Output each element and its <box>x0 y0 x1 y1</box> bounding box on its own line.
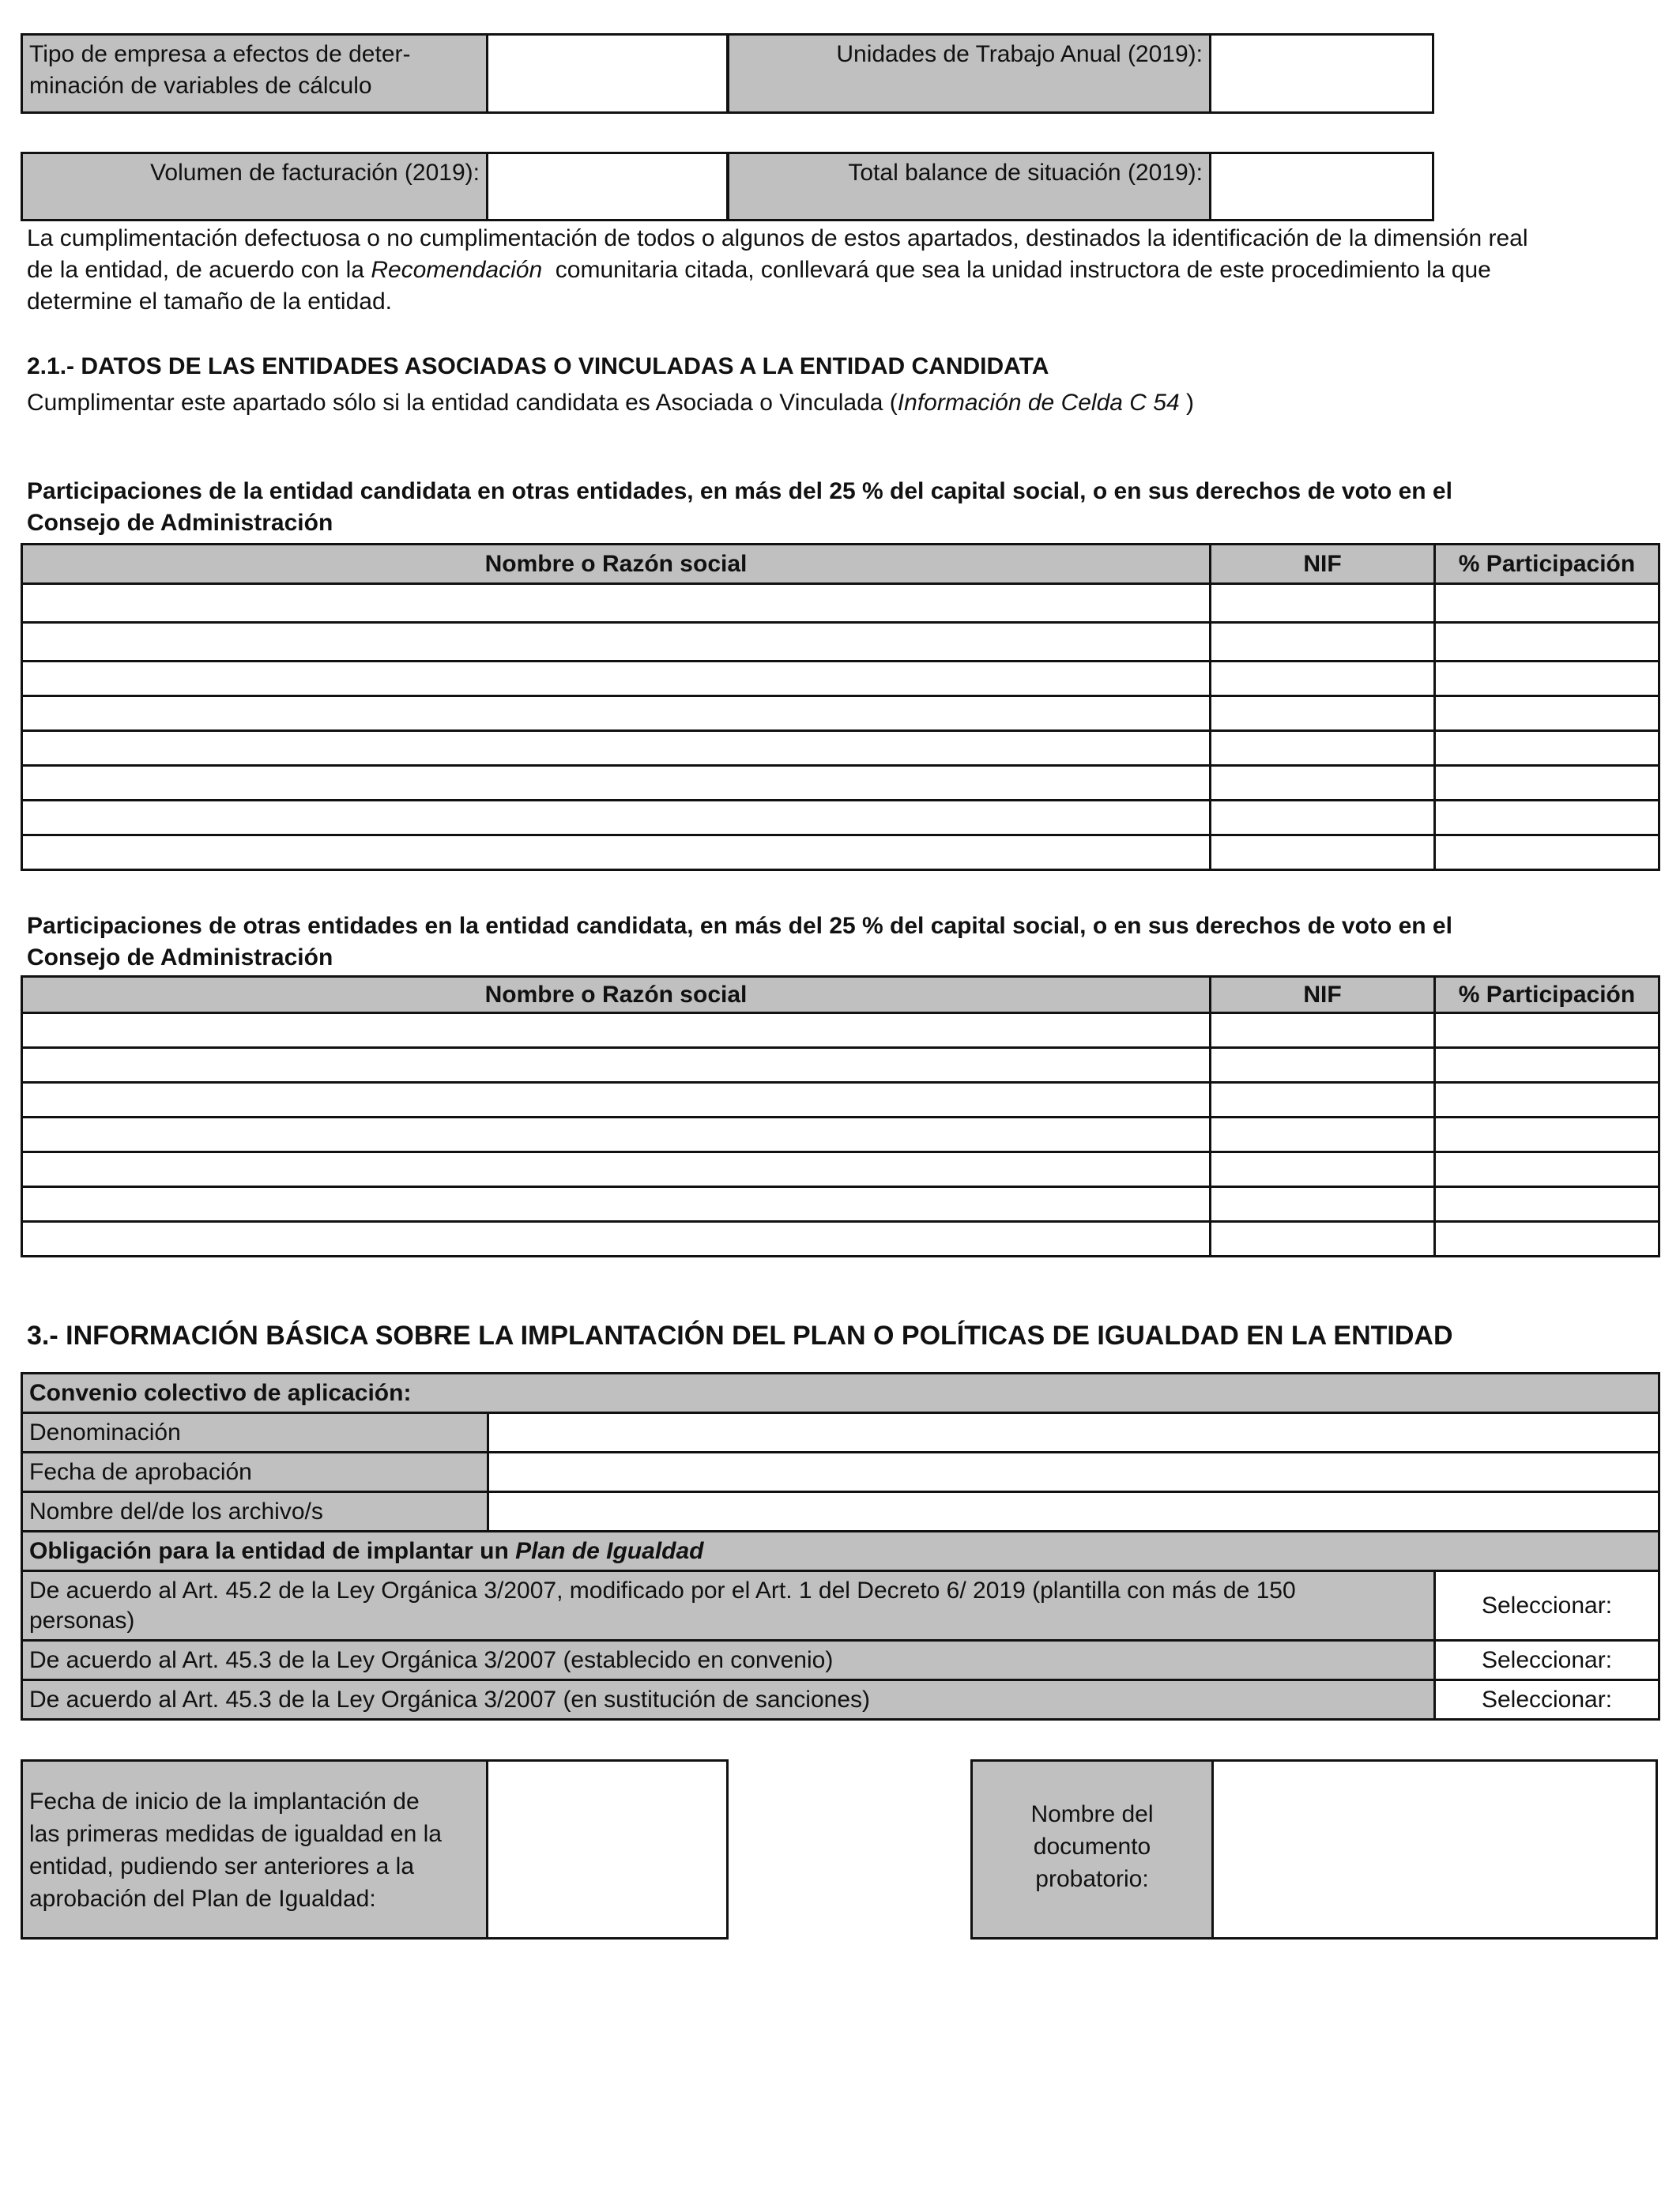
cell-nombre[interactable] <box>22 1048 1211 1083</box>
art452-select[interactable]: Seleccionar: <box>1435 1571 1659 1641</box>
cell-participacion[interactable] <box>1435 1118 1659 1152</box>
table-row <box>22 696 1659 731</box>
cell-nombre[interactable] <box>22 801 1211 835</box>
cell-nif[interactable] <box>1211 584 1435 623</box>
art453b-label: De acuerdo al Art. 45.3 de la Ley Orgánica 3/2007 (en sustitución de sanciones) <box>22 1680 1435 1720</box>
cell-participacion[interactable] <box>1435 731 1659 766</box>
cell-nombre[interactable] <box>22 623 1211 662</box>
table-header-row <box>22 545 1659 584</box>
cell-nombre[interactable] <box>22 1152 1211 1187</box>
cell-participacion[interactable] <box>1435 584 1659 623</box>
cell-participacion[interactable] <box>1435 835 1659 870</box>
cell-participacion[interactable] <box>1435 1083 1659 1118</box>
documento-probatorio-field[interactable] <box>1211 1759 1658 1940</box>
cell-nif[interactable] <box>1211 1152 1435 1187</box>
cell-participacion[interactable] <box>1435 1222 1659 1257</box>
cell-nombre[interactable] <box>22 1222 1211 1257</box>
cell-participacion[interactable] <box>1435 662 1659 696</box>
balance-label: Total balance de situación (2019): <box>727 152 1211 221</box>
table2-title: Participaciones de otras entidades en la entidad candidata, en más del 25 % del capital social, o en sus derechos de voto en el Consejo de Administración <box>27 913 1452 971</box>
cell-nombre[interactable] <box>22 1118 1211 1152</box>
table-row <box>22 1152 1659 1187</box>
cell-nif[interactable] <box>1211 696 1435 731</box>
uta-label: Unidades de Trabajo Anual (2019): <box>727 33 1211 114</box>
cell-nif[interactable] <box>1211 1118 1435 1152</box>
cell-participacion[interactable] <box>1435 1187 1659 1222</box>
cell-nombre[interactable] <box>22 1187 1211 1222</box>
cell-nif[interactable] <box>1211 1083 1435 1118</box>
cell-nombre[interactable] <box>22 696 1211 731</box>
cell-nombre[interactable] <box>22 662 1211 696</box>
col-participacion: % Participación <box>1435 545 1659 584</box>
fecha-aprobacion-field[interactable] <box>488 1453 1659 1492</box>
table-row <box>22 584 1659 623</box>
fecha-aprobacion-label: Fecha de aprobación <box>22 1453 488 1492</box>
cell-nombre[interactable] <box>22 1083 1211 1118</box>
art452-row <box>22 1571 1659 1641</box>
cell-nif[interactable] <box>1211 801 1435 835</box>
table-row <box>22 801 1659 835</box>
art453a-row <box>22 1641 1659 1680</box>
archivos-row <box>22 1492 1659 1532</box>
cell-nif[interactable] <box>1211 1222 1435 1257</box>
archivos-label: Nombre del/de los archivo/s <box>22 1492 488 1532</box>
cell-participacion[interactable] <box>1435 766 1659 801</box>
fecha-aprobacion-row <box>22 1453 1659 1492</box>
uta-field[interactable] <box>1209 33 1434 114</box>
table-row <box>22 1222 1659 1257</box>
table-row <box>22 1187 1659 1222</box>
table-row <box>22 835 1659 870</box>
denominacion-field[interactable] <box>488 1413 1659 1453</box>
table-row <box>22 623 1659 662</box>
cell-nif[interactable] <box>1211 662 1435 696</box>
table-row <box>22 662 1659 696</box>
table-participaciones-candidata <box>21 543 1660 871</box>
cell-nif[interactable] <box>1211 1048 1435 1083</box>
fecha-inicio-field[interactable] <box>486 1759 729 1940</box>
cell-participacion[interactable] <box>1435 1152 1659 1187</box>
cell-nif[interactable] <box>1211 623 1435 662</box>
col-nif: NIF <box>1211 977 1435 1013</box>
obligacion-header: Obligación para la entidad de implantar un Plan de Igualdad <box>22 1532 1659 1571</box>
art453b-select[interactable]: Seleccionar: <box>1435 1680 1659 1720</box>
cell-nif[interactable] <box>1211 1187 1435 1222</box>
table-row <box>22 766 1659 801</box>
art452-label: De acuerdo al Art. 45.2 de la Ley Orgánica 3/2007, modificado por el Art. 1 del Decreto 6/ 2019 (plantilla con más de 150 personas) <box>22 1571 1435 1641</box>
table-participaciones-otras <box>21 975 1660 1257</box>
table-row <box>22 1013 1659 1048</box>
art453a-label: De acuerdo al Art. 45.3 de la Ley Orgánica 3/2007 (establecido en convenio) <box>22 1641 1435 1680</box>
convenio-table <box>21 1372 1660 1721</box>
section-3-title: 3.- INFORMACIÓN BÁSICA SOBRE LA IMPLANTACIÓN DEL PLAN O POLÍTICAS DE IGUALDAD EN LA ENTIDAD <box>27 1321 1453 1351</box>
table-row <box>22 731 1659 766</box>
col-nombre: Nombre o Razón social <box>22 977 1211 1013</box>
tipo-empresa-field[interactable] <box>486 33 729 114</box>
convenio-header-row <box>22 1374 1659 1413</box>
col-participacion: % Participación <box>1435 977 1659 1013</box>
section-21-title: 2.1.- DATOS DE LAS ENTIDADES ASOCIADAS O VINCULADAS A LA ENTIDAD CANDIDATA <box>27 353 1049 379</box>
table1-title: Participaciones de la entidad candidata en otras entidades, en más del 25 % del capital social, o en sus derechos de voto en el Consejo de Administración <box>27 478 1452 536</box>
cell-participacion[interactable] <box>1435 801 1659 835</box>
cell-nombre[interactable] <box>22 1013 1211 1048</box>
table-row <box>22 1118 1659 1152</box>
table-row <box>22 1048 1659 1083</box>
art453b-row <box>22 1680 1659 1720</box>
col-nombre: Nombre o Razón social <box>22 545 1211 584</box>
cell-participacion[interactable] <box>1435 1013 1659 1048</box>
cell-nif[interactable] <box>1211 731 1435 766</box>
cell-nif[interactable] <box>1211 1013 1435 1048</box>
volumen-field[interactable] <box>486 152 729 221</box>
archivos-field[interactable] <box>488 1492 1659 1532</box>
art453a-select[interactable]: Seleccionar: <box>1435 1641 1659 1680</box>
fecha-inicio-label: Fecha de inicio de la implantación de las primeras medidas de igualdad en la entidad, pudiendo ser anteriores a la aprobación del Plan de Igualdad: <box>21 1759 488 1940</box>
cell-nombre[interactable] <box>22 731 1211 766</box>
section-21-subtitle: Cumplimentar este apartado sólo si la entidad candidata es Asociada o Vinculada (Información de Celda C 54 ) <box>27 390 1194 416</box>
documento-probatorio-label: Nombre del documento probatorio: <box>970 1759 1214 1940</box>
convenio-header: Convenio colectivo de aplicación: <box>29 1379 412 1406</box>
cell-participacion[interactable] <box>1435 623 1659 662</box>
cell-nombre[interactable] <box>22 835 1211 870</box>
cell-nombre[interactable] <box>22 584 1211 623</box>
cell-participacion[interactable] <box>1435 696 1659 731</box>
denominacion-row <box>22 1413 1659 1453</box>
table-header-row <box>22 977 1659 1013</box>
denominacion-label: Denominación <box>22 1413 488 1453</box>
col-nif: NIF <box>1211 545 1435 584</box>
cell-nif[interactable] <box>1211 766 1435 801</box>
tipo-empresa-label: Tipo de empresa a efectos de deter- minación de variables de cálculo <box>21 33 488 114</box>
table-row <box>22 1083 1659 1118</box>
cell-participacion[interactable] <box>1435 1048 1659 1083</box>
cell-nombre[interactable] <box>22 766 1211 801</box>
obligacion-header-row <box>22 1532 1659 1571</box>
notice-paragraph: La cumplimentación defectuosa o no cumplimentación de todos o algunos de estos apartados, destinados la identificación de la dimensión real de la entidad, de acuerdo con la Recomendación comunitaria citada, conllevará que sea la unidad instructora de este procedimiento la que determine el tamaño de la entidad. <box>27 225 1528 315</box>
volumen-label: Volumen de facturación (2019): <box>21 152 488 221</box>
cell-nif[interactable] <box>1211 835 1435 870</box>
balance-field[interactable] <box>1209 152 1434 221</box>
